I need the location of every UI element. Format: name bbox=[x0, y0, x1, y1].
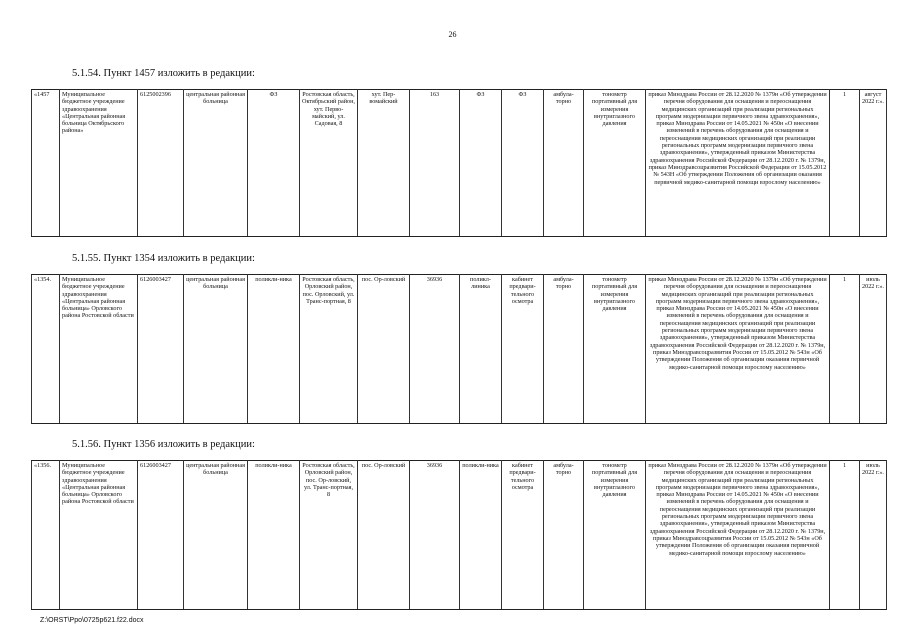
data-table bbox=[31, 460, 887, 610]
cell-org-type: центральная районная больница bbox=[184, 90, 248, 237]
cell-subdivision: ФЗ bbox=[248, 90, 300, 237]
data-table bbox=[31, 89, 887, 237]
cell-date: июль 2022 г.». bbox=[860, 275, 887, 424]
cell-subdivision: поликли-ника bbox=[248, 461, 300, 610]
cell-date: июль 2022 г.». bbox=[860, 461, 887, 610]
cell-device: тонометр портативный для измерения внутриглазного давления bbox=[584, 90, 646, 237]
cell-room: ФЗ bbox=[502, 90, 544, 237]
cell-care-mode: амбула-торно bbox=[544, 90, 584, 237]
cell-room: кабинет предвари-тельного осмотра bbox=[502, 275, 544, 424]
table-row bbox=[32, 90, 887, 237]
cell-device: тонометр портативный для измерения внутриглазного давления bbox=[584, 461, 646, 610]
cell-settlement: пос. Ор-ловский bbox=[358, 275, 410, 424]
cell-number: «1354. bbox=[32, 275, 60, 424]
cell-number: «1356. bbox=[32, 461, 60, 610]
cell-address: Ростовская область, Орловский район, пос. Орловский, ул. Транс-портная, 8 bbox=[300, 275, 358, 424]
cell-legal-basis: приказ Минздрава России от 28.12.2020 № 1379н «Об утверждении перечня оборудования для оснащения и переоснащения медицинских организаций при реализации региональных программ модернизации первичного звена здравоохранения», приказ Минздрава России от 14.05.2021 № 450н «О внесении изменений в перечень оборудования для оснащения и переоснащения медицинских организаций при реализации региональных программ модернизации первичного звена здравоохранения», утвержденный приказом Министерства здравоохранения Российской Федерации от 28.12.2020 г. № 1379н, приказ Минздравсоцразвития Российской Федерации от 15.05.2012 № 543Н «Об утверждении Положения об организации оказания первичной медико-санитарной помощи взрослому населению» bbox=[646, 90, 830, 237]
cell-care-mode: амбула-торно bbox=[544, 275, 584, 424]
cell-organization: Муниципальное бюджетное учреждение здравоохранения «Центральная районная больница Октябрьского района» bbox=[60, 90, 138, 237]
table-row bbox=[32, 461, 887, 610]
cell-inn: 6126003427 bbox=[138, 461, 184, 610]
footer-file-path: Z:\ORST\Ppo\0725p621.f22.docx bbox=[40, 617, 144, 624]
cell-number: «1457 bbox=[32, 90, 60, 237]
cell-org-type: центральная районная больница bbox=[184, 461, 248, 610]
cell-date: август 2022 г.». bbox=[860, 90, 887, 237]
cell-address: Ростовская область, Октябрьский район, хут. Перво-майский, ул. Садовая, 8 bbox=[300, 90, 358, 237]
cell-inn: 6126003427 bbox=[138, 275, 184, 424]
section-heading: 5.1.54. Пункт 1457 изложить в редакции: bbox=[72, 68, 255, 79]
table-row bbox=[32, 275, 887, 424]
cell-unit: поликл-линика bbox=[460, 275, 502, 424]
cell-settlement: пос. Ор-ловский bbox=[358, 461, 410, 610]
cell-subdivision: поликли-ника bbox=[248, 275, 300, 424]
cell-care-mode: амбула-торно bbox=[544, 461, 584, 610]
cell-organization: Муниципальное бюджетное учреждение здравоохранения «Центральная районная больница» Орловского района Ростовской области bbox=[60, 275, 138, 424]
cell-inn: 6125002396 bbox=[138, 90, 184, 237]
cell-quantity: 1 bbox=[830, 461, 860, 610]
data-table bbox=[31, 274, 887, 424]
cell-unit: поликли-ника bbox=[460, 461, 502, 610]
section-heading: 5.1.56. Пункт 1356 изложить в редакции: bbox=[72, 439, 255, 450]
cell-settlement: хут. Пер-вомайский bbox=[358, 90, 410, 237]
cell-quantity: 1 bbox=[830, 90, 860, 237]
cell-population: 163 bbox=[410, 90, 460, 237]
cell-address: Ростовская область, Орловский район, пос. Ор-ловский, ул. Транс-портная, 8 bbox=[300, 461, 358, 610]
cell-quantity: 1 bbox=[830, 275, 860, 424]
cell-device: тонометр портативный для измерения внутриглазного давления bbox=[584, 275, 646, 424]
cell-population: 36936 bbox=[410, 275, 460, 424]
cell-org-type: центральная районная больница bbox=[184, 275, 248, 424]
cell-population: 36936 bbox=[410, 461, 460, 610]
cell-unit: ФЗ bbox=[460, 90, 502, 237]
cell-room: кабинет предвари-тельного осмотра bbox=[502, 461, 544, 610]
cell-organization: Муниципальное бюджетное учреждение здравоохранения «Центральная районная больница» Орловского района Ростовской области bbox=[60, 461, 138, 610]
cell-legal-basis: приказ Минздрава России от 28.12.2020 № 1379н «Об утверждении перечня оборудования для оснащения и переоснащения медицинских организаций при реализации региональных программ модернизации первичного звена здравоохранения», приказ Минздрава России от 14.05.2021 № 450н «О внесении изменений в перечень оборудования для оснащения и переоснащения медицинских организаций при реализации региональных программ модернизации первичного звена здравоохранения», утвержденный приказом Министерства здравоохранения Российской Федерации от 28.12.2020 г. № 1379н, приказ Минздравсоцразвития России от 15.05.2012 № 543н «Об утверждении Положения об организации оказания первичной медико-санитарной помощи взрослому населению» bbox=[646, 461, 830, 610]
section-heading: 5.1.55. Пункт 1354 изложить в редакции: bbox=[72, 253, 255, 264]
cell-legal-basis: приказ Минздрава России от 28.12.2020 № 1379н «Об утверждении перечня оборудования для оснащения и переоснащения медицинских организаций при реализации региональных программ модернизации первичного звена здравоохранения», приказ Минздрава России от 14.05.2021 № 450н «О внесении изменений в перечень оборудования для оснащения и переоснащения медицинских организаций при реализации региональных программ модернизации первичного звена здравоохранения», утвержденный приказом Министерства здравоохранения Российской Федерации от 28.12.2020 г. № 1379н, приказ Минздравсоцразвития России от 15.05.2012 № 543н «Об утверждении Положения об организации оказания первичной медико-санитарной помощи взрослому населению» bbox=[646, 275, 830, 424]
page-number: 26 bbox=[448, 30, 457, 39]
